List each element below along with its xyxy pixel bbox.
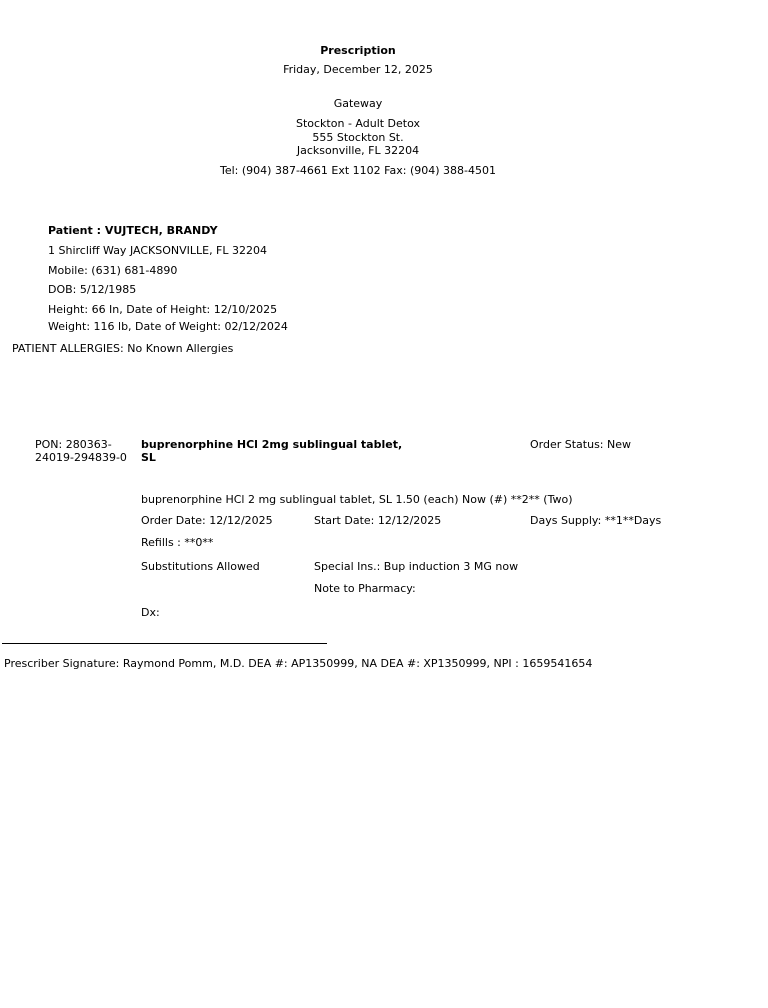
patient-weight: Weight: 116 lb, Date of Weight: 02/12/2024 [48, 320, 288, 333]
pon-line-1: PON: 280363- [35, 438, 112, 451]
patient-address: 1 Shircliff Way JACKSONVILLE, FL 32204 [48, 244, 268, 257]
note-to-pharmacy: Note to Pharmacy: [314, 582, 416, 595]
order-status: Order Status: New [530, 438, 632, 451]
refills: Refills : **0** [141, 536, 214, 549]
diagnosis: Dx: [141, 606, 160, 619]
prescriber-signature: Prescriber Signature: Raymond Pomm, M.D. DEA #: AP1350999, NA DEA #: XP1350999, NPI : 1659541654 [4, 657, 593, 670]
signature-line [2, 643, 327, 644]
organization-name: Gateway [333, 97, 383, 110]
patient-dob: DOB: 5/12/1985 [48, 283, 137, 296]
pon-line-2: 24019-294839-0 [35, 451, 127, 464]
order-date: Order Date: 12/12/2025 [141, 514, 273, 527]
facility-city: Jacksonville, FL 32204 [296, 144, 420, 157]
patient-allergies: PATIENT ALLERGIES: No Known Allergies [12, 342, 234, 355]
facility-contact: Tel: (904) 387-4661 Ext 1102 Fax: (904) 388-4501 [220, 164, 496, 177]
drug-name-line-2: SL [141, 451, 156, 464]
days-supply: Days Supply: **1**Days [530, 514, 662, 527]
patient-mobile: Mobile: (631) 681-4890 [48, 264, 178, 277]
facility-name: Stockton - Adult Detox [295, 117, 421, 130]
document-title: Prescription [320, 44, 396, 57]
patient-name: Patient : VUJTECH, BRANDY [48, 224, 218, 237]
patient-height: Height: 66 In, Date of Height: 12/10/2025 [48, 303, 278, 316]
drug-name-line-1: buprenorphine HCl 2mg sublingual tablet, [141, 438, 403, 451]
start-date: Start Date: 12/12/2025 [314, 514, 442, 527]
sig-line: buprenorphine HCl 2 mg sublingual tablet, SL 1.50 (each) Now (#) **2** (Two) [141, 493, 573, 506]
document-date: Friday, December 12, 2025 [283, 63, 433, 76]
substitutions: Substitutions Allowed [141, 560, 260, 573]
special-instructions: Special Ins.: Bup induction 3 MG now [314, 560, 519, 573]
facility-street: 555 Stockton St. [312, 131, 404, 144]
